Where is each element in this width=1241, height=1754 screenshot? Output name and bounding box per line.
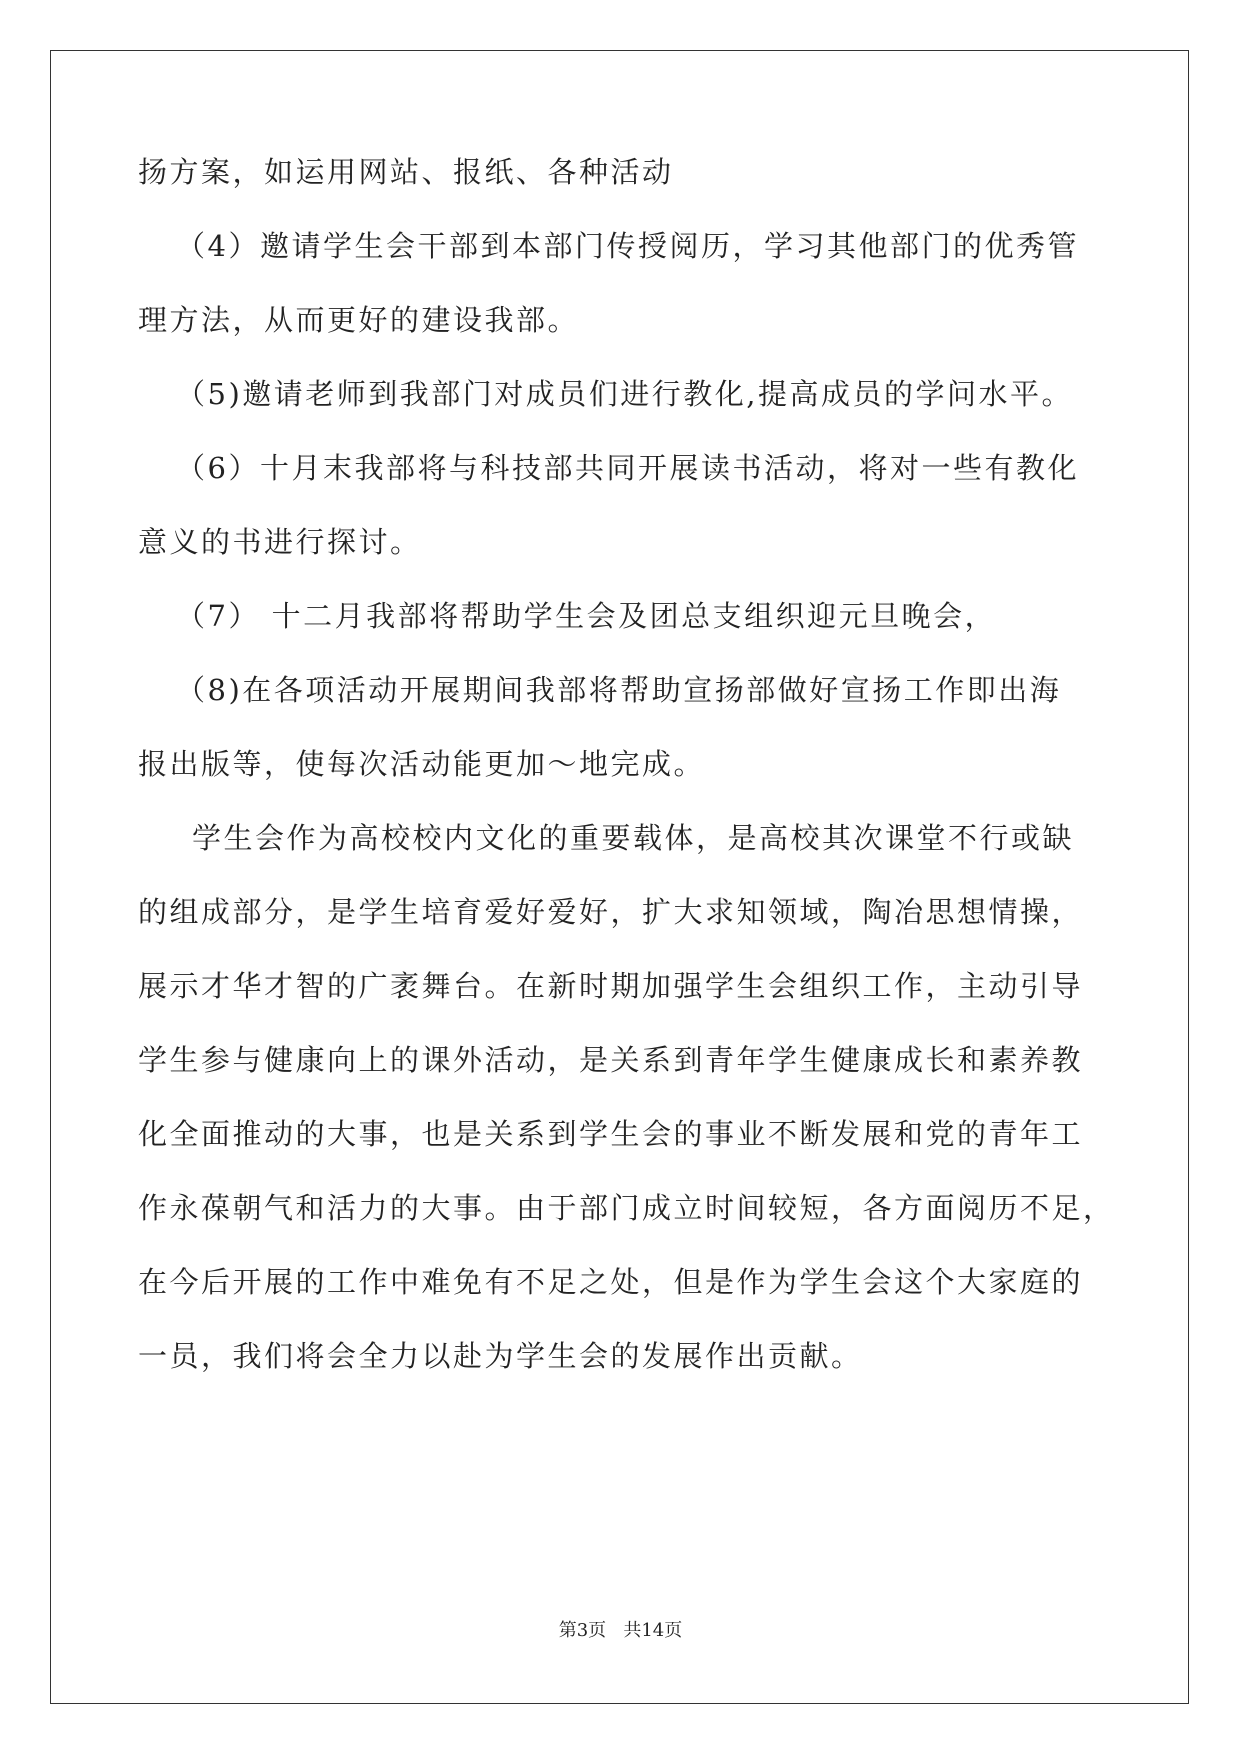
page-border bbox=[50, 50, 1189, 1704]
text-line: 展示才华才智的广袤舞台。在新时期加强学生会组织工作，主动引导 bbox=[138, 969, 1084, 1003]
text-line: 学生会作为高校校内文化的重要载体，是高校其次课堂不行或缺 bbox=[192, 821, 1075, 855]
text-line: 化全面推动的大事，也是关系到学生会的事业不断发展和党的青年工 bbox=[138, 1117, 1084, 1151]
text-line: 理方法，从而更好的建设我部。 bbox=[138, 303, 580, 337]
text-line: （5)邀请老师到我部门对成员们进行教化,提高成员的学问水平。 bbox=[176, 377, 1073, 411]
text-line: 的组成部分，是学生培育爱好爱好，扩大求知领域，陶冶思想情操， bbox=[138, 895, 1084, 929]
text-line: 学生参与健康向上的课外活动，是关系到青年学生健康成长和素养教 bbox=[138, 1043, 1084, 1077]
text-line: （8)在各项活动开展期间我部将帮助宣扬部做好宣扬工作即出海 bbox=[176, 673, 1062, 707]
text-line: 意义的书进行探讨。 bbox=[138, 525, 422, 559]
text-line: （6）十月末我部将与科技部共同开展读书活动，将对一些有教化 bbox=[176, 451, 1079, 485]
text-line: （4）邀请学生会干部到本部门传授阅历，学习其他部门的优秀管 bbox=[176, 229, 1079, 263]
text-line: （7） 十二月我部将帮助学生会及团总支组织迎元旦晚会， bbox=[176, 599, 997, 633]
page-number-footer: 第3页 共14页 bbox=[558, 1620, 683, 1641]
text-line: 在今后开展的工作中难免有不足之处，但是作为学生会这个大家庭的 bbox=[138, 1265, 1084, 1299]
text-line: 一员，我们将会全力以赴为学生会的发展作出贡献。 bbox=[138, 1339, 863, 1373]
text-line: 报出版等，使每次活动能更加～地完成。 bbox=[138, 747, 706, 781]
text-line: 扬方案，如运用网站、报纸、各种活动 bbox=[138, 155, 674, 189]
text-line: 作永葆朝气和活力的大事。由于部门成立时间较短，各方面阅历不足， bbox=[138, 1191, 1115, 1225]
